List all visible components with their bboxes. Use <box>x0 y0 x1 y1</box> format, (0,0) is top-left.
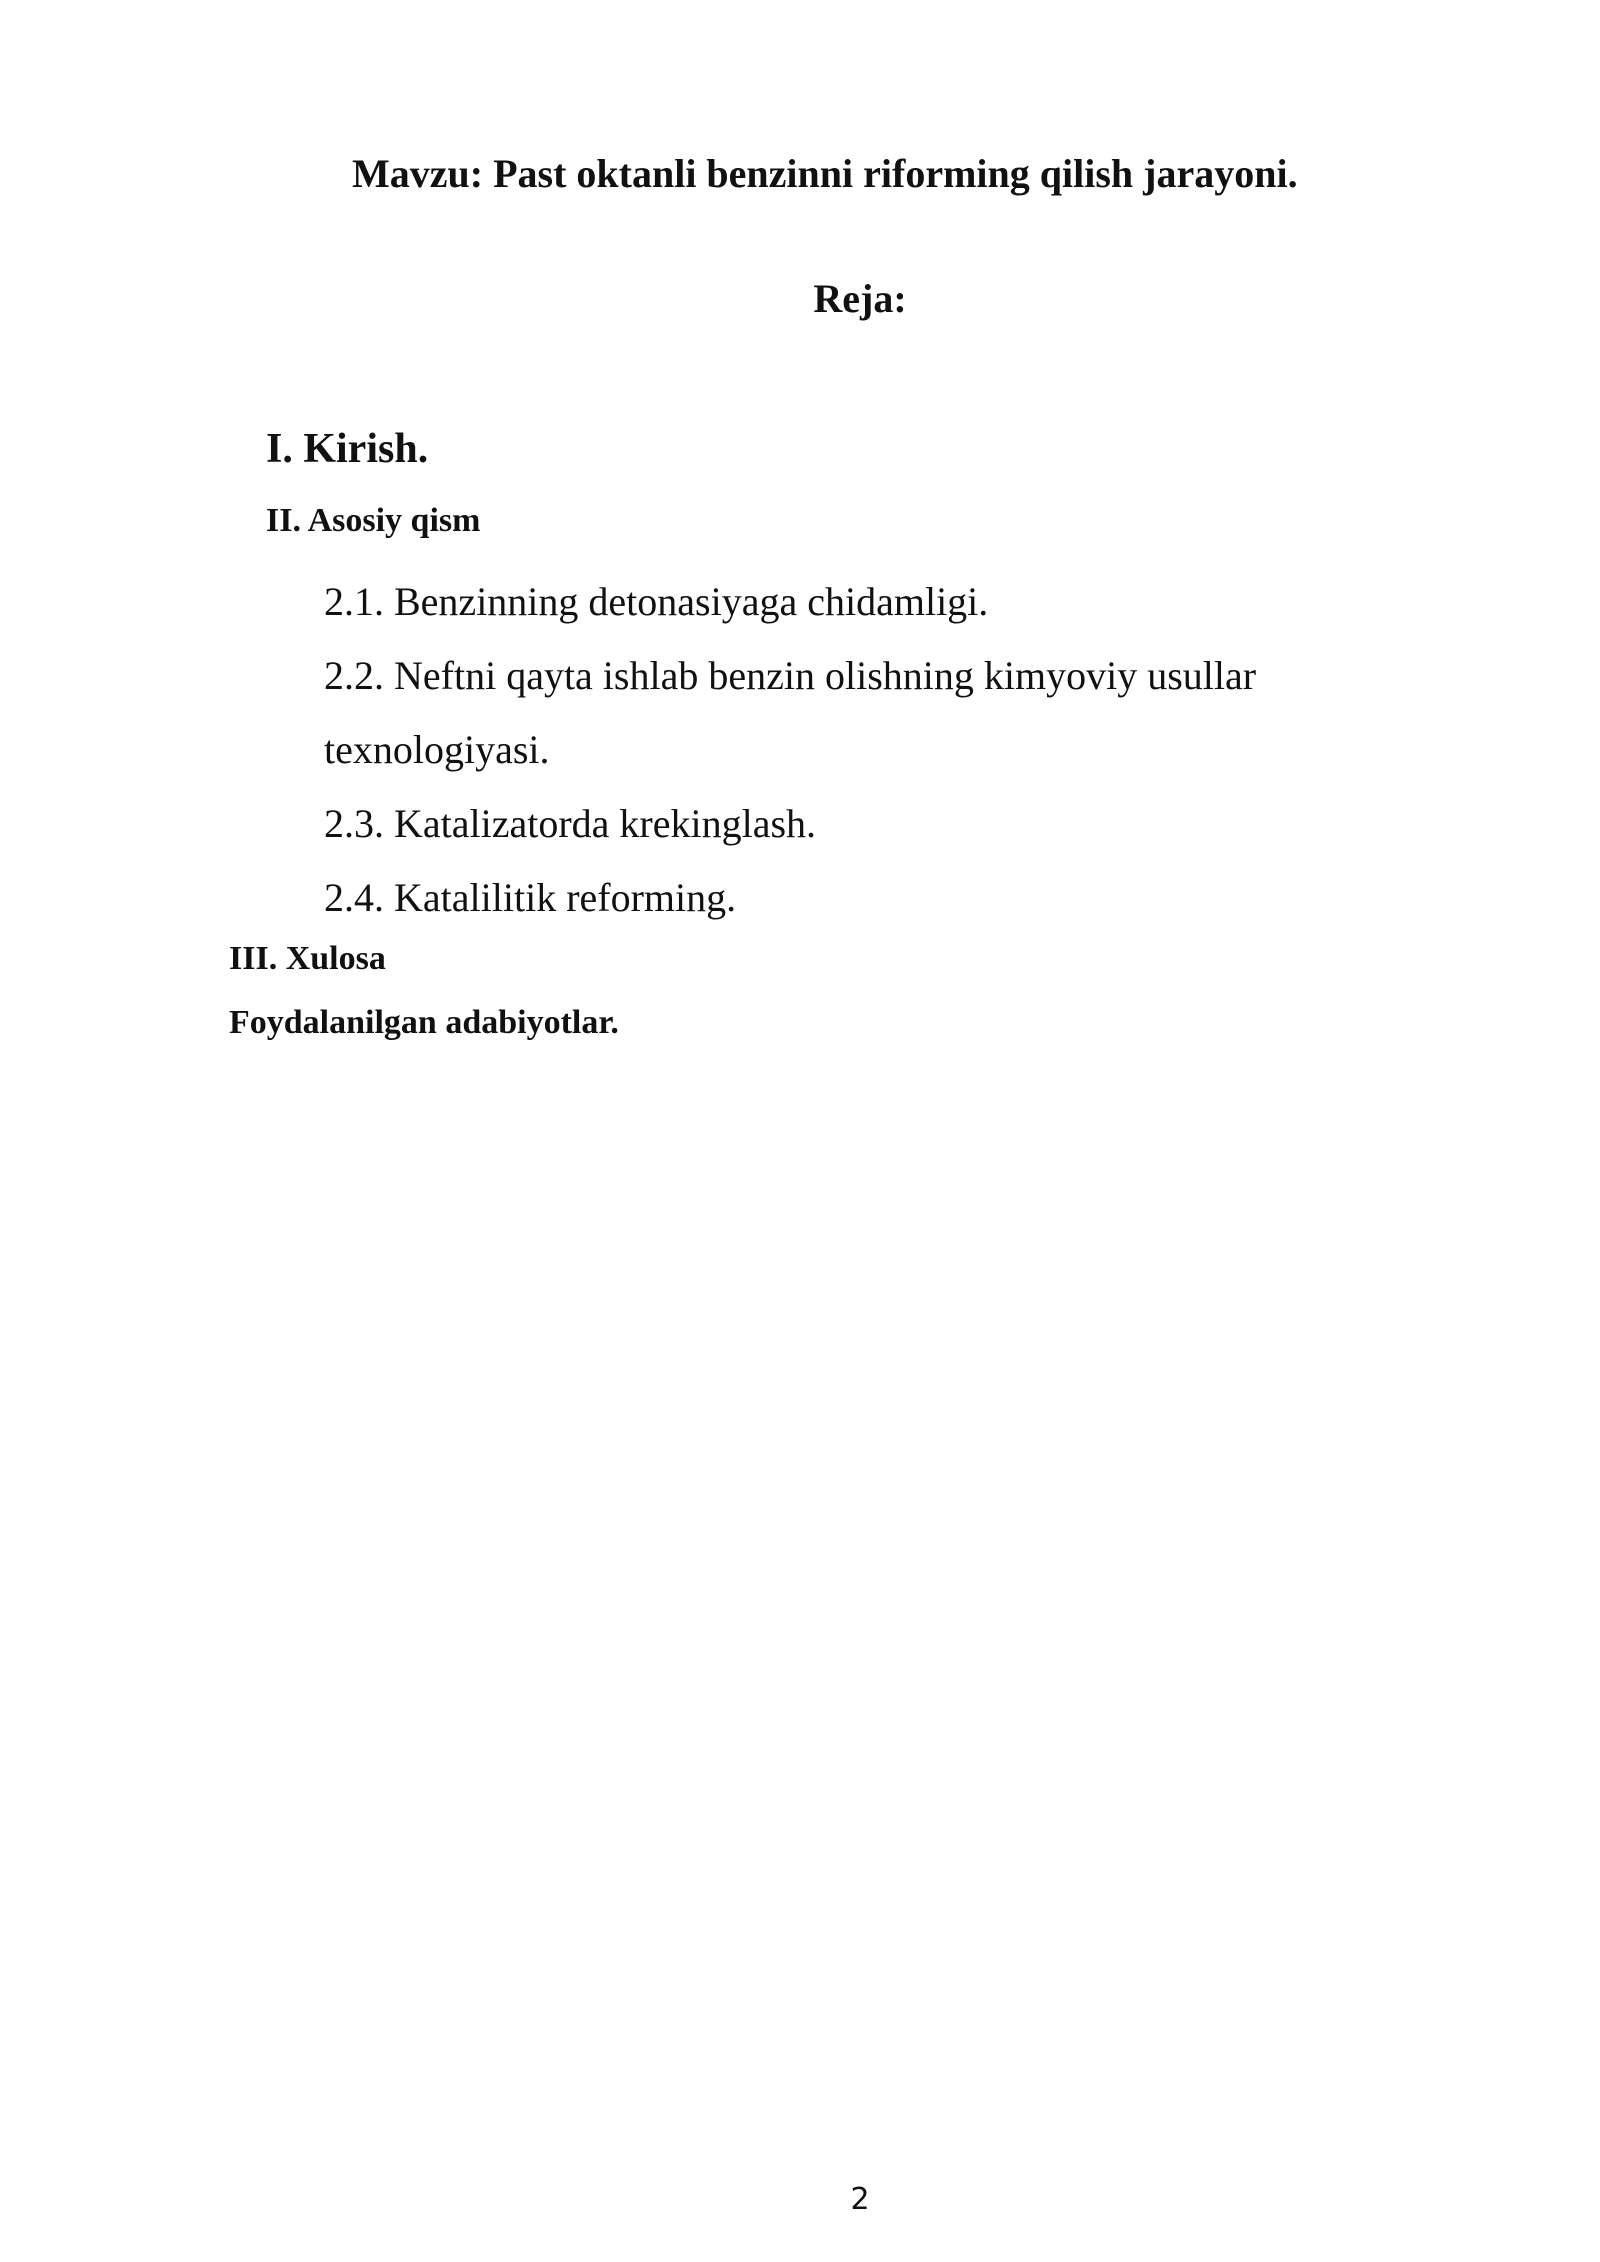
section-references: Foydalanilgan adabiyotlar. <box>229 1004 619 1041</box>
main-subsections-list <box>324 565 1384 935</box>
section-conclusion: III. Xulosa <box>229 940 386 977</box>
section-main: II. Asosiy qism <box>266 502 481 539</box>
list-item: 2.4. Katalilitik reforming. <box>324 875 737 920</box>
page-number: 2 <box>850 2182 870 2217</box>
document-title: Mavzu: Past oktanli benzinni riforming qilish jarayoni. <box>352 151 1298 196</box>
section-intro: I. Kirish. <box>266 426 429 472</box>
plan-heading: Reja: <box>813 276 907 321</box>
list-item: 2.2. Neftni qayta ishlab benzin olishning kimyoviy usullar texnologiyasi. <box>324 653 1257 772</box>
list-item: 2.1. Benzinning detonasiyaga chidamligi. <box>324 579 989 624</box>
list-item: 2.3. Katalizatorda krekinglash. <box>324 801 817 846</box>
